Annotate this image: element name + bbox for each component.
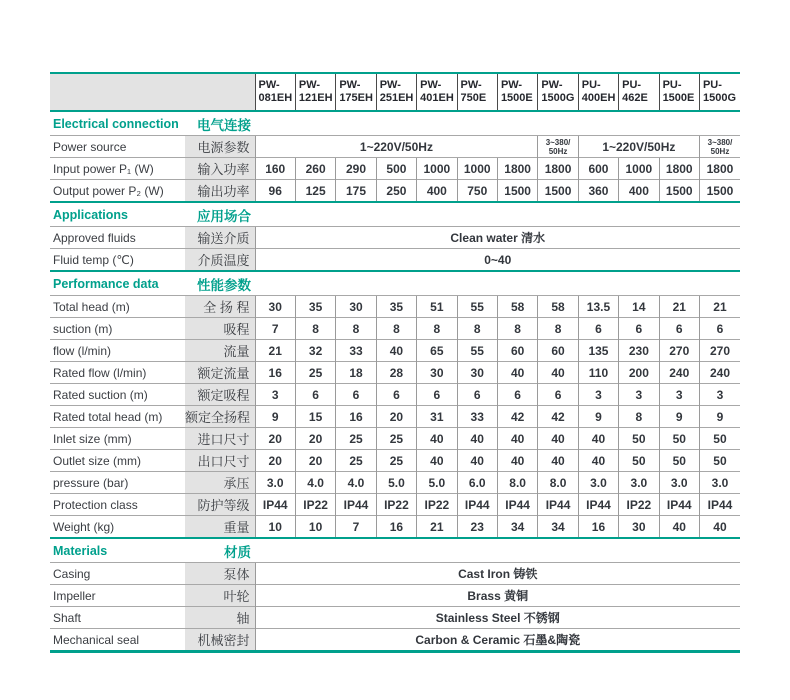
data-cell: 9 [578, 406, 618, 428]
data-row [50, 340, 740, 362]
data-cell: 20 [295, 450, 335, 472]
row-label-en: Input power P₁ (W) [50, 158, 185, 180]
data-row [50, 450, 740, 472]
data-cell: 3.0 [255, 472, 295, 494]
model-name-line2: 1500E [500, 92, 533, 104]
row-label-en: Protection class [50, 494, 185, 516]
data-cell: 40 [497, 450, 537, 472]
full-row [50, 227, 740, 249]
full-span-cell: Brass 黄铜 [255, 585, 740, 607]
data-cell: 400 [417, 180, 457, 203]
data-cell: IP22 [295, 494, 335, 516]
section-label-zh: 性能参数 [185, 271, 255, 296]
spans-row [50, 136, 740, 158]
model-name-line1: PW- [541, 79, 563, 91]
data-cell: 50 [699, 428, 740, 450]
data-cell: 25 [336, 428, 376, 450]
data-cell: 40 [538, 428, 578, 450]
data-cell: 135 [578, 340, 618, 362]
section-label-en: Applications [50, 202, 185, 227]
model-header-cell [619, 73, 659, 111]
model-name-line2: 081EH [258, 92, 293, 104]
data-cell: 40 [699, 516, 740, 539]
data-cell: 290 [336, 158, 376, 180]
row-label-zh: 防护等级 [185, 494, 255, 516]
data-cell: 32 [295, 340, 335, 362]
model-header-row [50, 73, 740, 111]
data-cell: 40 [659, 516, 699, 539]
data-row [50, 296, 740, 318]
model-name-line2: 400EH [581, 92, 616, 104]
data-cell: 400 [619, 180, 659, 203]
data-cell: 3.0 [578, 472, 618, 494]
full-row [50, 585, 740, 607]
data-cell: IP44 [538, 494, 578, 516]
section-row [50, 202, 740, 227]
row-label-zh: 吸程 [185, 318, 255, 340]
data-row [50, 472, 740, 494]
model-name-line1: PU- [662, 79, 682, 91]
data-cell: 10 [295, 516, 335, 539]
full-span-cell: Stainless Steel 不锈钢 [255, 607, 740, 629]
data-cell: 6 [376, 384, 416, 406]
data-cell: 40 [376, 340, 416, 362]
row-label-zh: 输入功率 [185, 158, 255, 180]
data-cell: 50 [659, 450, 699, 472]
data-cell: 40 [497, 428, 537, 450]
row-label-en: Rated flow (l/min) [50, 362, 185, 384]
full-row [50, 629, 740, 652]
row-label-zh: 叶轮 [185, 585, 255, 607]
row-label-zh: 输出功率 [185, 180, 255, 203]
data-cell: 175 [336, 180, 376, 203]
data-cell: 21 [255, 340, 295, 362]
data-cell: 6 [578, 318, 618, 340]
data-cell: 16 [578, 516, 618, 539]
full-row [50, 563, 740, 585]
power-source-span-cell: 1~220V/50Hz [578, 136, 699, 158]
section-label-zh: 电气连接 [185, 111, 255, 136]
data-cell: 7 [255, 318, 295, 340]
data-row [50, 428, 740, 450]
data-cell: 3 [578, 384, 618, 406]
spec-table-body [50, 73, 740, 652]
data-cell: 42 [538, 406, 578, 428]
model-header-cell [295, 73, 335, 111]
data-cell: 8.0 [497, 472, 537, 494]
data-cell: 20 [295, 428, 335, 450]
data-cell: 500 [376, 158, 416, 180]
row-label-zh: 全 扬 程 [185, 296, 255, 318]
model-name-line1: PU- [622, 79, 642, 91]
model-name-line1: PU- [702, 79, 722, 91]
data-cell: 20 [255, 428, 295, 450]
model-header-cell [417, 73, 457, 111]
data-cell: 30 [619, 516, 659, 539]
data-cell: 13.5 [578, 296, 618, 318]
data-cell: 40 [497, 362, 537, 384]
section-label-en: Electrical connection [50, 111, 185, 136]
row-label-en: pressure (bar) [50, 472, 185, 494]
data-cell: 55 [457, 296, 497, 318]
model-name-line2: 121EH [298, 92, 333, 104]
data-cell: 1500 [699, 180, 740, 203]
model-name-line1: PW- [298, 79, 321, 91]
data-cell: 40 [417, 428, 457, 450]
span-line2: 50Hz [710, 146, 730, 156]
data-cell: 16 [376, 516, 416, 539]
data-cell: 3.0 [619, 472, 659, 494]
data-cell: 6 [457, 384, 497, 406]
row-label-zh: 额定全扬程 [185, 406, 255, 428]
data-cell: 42 [497, 406, 537, 428]
section-row [50, 538, 740, 563]
data-cell: 6 [659, 318, 699, 340]
data-cell: 55 [457, 340, 497, 362]
row-label-en: Output power P₂ (W) [50, 180, 185, 203]
span-line1: 3~380/ [707, 137, 733, 147]
data-cell: 10 [255, 516, 295, 539]
data-row [50, 158, 740, 180]
data-cell: 4.0 [295, 472, 335, 494]
section-filler [255, 538, 740, 563]
data-cell: 40 [538, 450, 578, 472]
model-header-cell [255, 73, 295, 111]
data-cell: 34 [497, 516, 537, 539]
data-cell: IP44 [336, 494, 376, 516]
data-cell: 3.0 [659, 472, 699, 494]
row-label-en: Total head (m) [50, 296, 185, 318]
data-cell: 60 [538, 340, 578, 362]
data-cell: 1000 [417, 158, 457, 180]
model-name-line1: PU- [581, 79, 601, 91]
full-span-cell: Cast Iron 铸铁 [255, 563, 740, 585]
data-cell: 21 [417, 516, 457, 539]
data-cell: 6 [538, 384, 578, 406]
data-cell: 30 [417, 362, 457, 384]
span-line2: 50Hz [548, 146, 568, 156]
data-cell: 21 [699, 296, 740, 318]
row-label-zh: 承压 [185, 472, 255, 494]
data-cell: IP44 [497, 494, 537, 516]
data-cell: 8 [538, 318, 578, 340]
row-label-zh: 轴 [185, 607, 255, 629]
data-cell: 50 [699, 450, 740, 472]
full-span-cell: Carbon & Ceramic 石墨&陶瓷 [255, 629, 740, 652]
row-label-en: Impeller [50, 585, 185, 607]
data-cell: 35 [376, 296, 416, 318]
data-cell: 6 [619, 318, 659, 340]
data-cell: IP44 [578, 494, 618, 516]
data-cell: 33 [336, 340, 376, 362]
data-cell: 58 [497, 296, 537, 318]
section-row [50, 111, 740, 136]
data-cell: 8 [457, 318, 497, 340]
data-cell: 40 [578, 450, 618, 472]
model-name-line1: PW- [460, 79, 482, 91]
data-cell: IP22 [417, 494, 457, 516]
row-label-en: Approved fluids [50, 227, 185, 249]
data-cell: 21 [659, 296, 699, 318]
data-cell: 6 [295, 384, 335, 406]
model-name-line2: 401EH [420, 92, 454, 104]
row-label-en: Power source [50, 136, 185, 158]
data-cell: IP44 [699, 494, 740, 516]
data-cell: 40 [457, 428, 497, 450]
data-cell: 30 [336, 296, 376, 318]
data-cell: 8 [619, 406, 659, 428]
data-cell: 25 [336, 450, 376, 472]
data-cell: IP44 [255, 494, 295, 516]
data-cell: 3 [255, 384, 295, 406]
data-cell: 50 [619, 428, 659, 450]
model-name-line2: 462E [622, 92, 648, 104]
data-cell: 31 [417, 406, 457, 428]
data-cell: 96 [255, 180, 295, 203]
row-label-en: flow (l/min) [50, 340, 185, 362]
data-cell: 1500 [497, 180, 537, 203]
model-header-cell [578, 73, 618, 111]
data-cell: 7 [336, 516, 376, 539]
row-label-zh: 额定吸程 [185, 384, 255, 406]
model-header-cell [699, 73, 740, 111]
model-header-cell [457, 73, 497, 111]
data-cell: 40 [417, 450, 457, 472]
model-header-cell [497, 73, 537, 111]
data-row [50, 384, 740, 406]
data-cell: IP22 [376, 494, 416, 516]
data-cell: 8 [376, 318, 416, 340]
data-row [50, 494, 740, 516]
data-cell: 250 [376, 180, 416, 203]
full-span-cell: Clean water 清水 [255, 227, 740, 249]
data-cell: 30 [457, 362, 497, 384]
row-label-en: suction (m) [50, 318, 185, 340]
data-cell: 9 [255, 406, 295, 428]
data-row [50, 516, 740, 539]
model-name-line2: 1500G [541, 92, 575, 104]
data-cell: 35 [295, 296, 335, 318]
data-cell: 8.0 [538, 472, 578, 494]
data-cell: IP22 [619, 494, 659, 516]
data-cell: 25 [295, 362, 335, 384]
data-cell: 40 [457, 450, 497, 472]
data-cell: 600 [578, 158, 618, 180]
row-label-zh: 泵体 [185, 563, 255, 585]
section-label-zh: 材质 [185, 538, 255, 563]
row-label-en: Casing [50, 563, 185, 585]
data-cell: 60 [497, 340, 537, 362]
data-cell: 240 [659, 362, 699, 384]
model-name-line1: PW- [379, 79, 401, 91]
section-filler [255, 111, 740, 136]
model-name-line2: 175EH [339, 92, 373, 104]
section-filler [255, 271, 740, 296]
data-cell: 110 [578, 362, 618, 384]
data-cell: 5.0 [376, 472, 416, 494]
row-label-zh: 流量 [185, 340, 255, 362]
full-row [50, 607, 740, 629]
row-label-zh: 额定流量 [185, 362, 255, 384]
row-label-zh: 机械密封 [185, 629, 255, 652]
data-cell: 6 [417, 384, 457, 406]
model-name-line1: PW- [258, 79, 280, 91]
data-cell: IP44 [659, 494, 699, 516]
data-cell: 6 [497, 384, 537, 406]
data-cell: 8 [336, 318, 376, 340]
data-cell: 23 [457, 516, 497, 539]
data-cell: 1800 [538, 158, 578, 180]
pump-spec-table [50, 72, 740, 653]
power-source-span-cell: 1~220V/50Hz [255, 136, 538, 158]
row-label-zh: 重量 [185, 516, 255, 539]
data-cell: 50 [659, 428, 699, 450]
data-cell: 1500 [538, 180, 578, 203]
data-cell: 1800 [497, 158, 537, 180]
model-header-cell [538, 73, 578, 111]
data-cell: 270 [659, 340, 699, 362]
data-cell: 260 [295, 158, 335, 180]
data-cell: 50 [619, 450, 659, 472]
row-label-zh: 介质温度 [185, 249, 255, 272]
data-cell: 9 [659, 406, 699, 428]
row-label-zh: 进口尺寸 [185, 428, 255, 450]
data-cell: 5.0 [417, 472, 457, 494]
data-row [50, 362, 740, 384]
section-label-en: Performance data [50, 271, 185, 296]
section-label-zh: 应用场合 [185, 202, 255, 227]
data-cell: 9 [699, 406, 740, 428]
data-cell: 1500 [659, 180, 699, 203]
data-cell: 34 [538, 516, 578, 539]
data-cell: 4.0 [336, 472, 376, 494]
model-header-cell [659, 73, 699, 111]
section-filler [255, 202, 740, 227]
data-cell: 8 [497, 318, 537, 340]
data-cell: 40 [538, 362, 578, 384]
data-row [50, 318, 740, 340]
row-label-en: Shaft [50, 607, 185, 629]
data-cell: 18 [336, 362, 376, 384]
data-cell: 25 [376, 428, 416, 450]
data-cell: 3 [699, 384, 740, 406]
data-cell: 6 [336, 384, 376, 406]
row-label-en: Mechanical seal [50, 629, 185, 652]
full-row [50, 249, 740, 272]
data-cell: 40 [578, 428, 618, 450]
data-cell: 1000 [619, 158, 659, 180]
row-label-en: Rated total head (m) [50, 406, 185, 428]
full-span-cell: 0~40 [255, 249, 740, 272]
data-cell: 33 [457, 406, 497, 428]
data-cell: 58 [538, 296, 578, 318]
data-cell: 15 [295, 406, 335, 428]
data-cell: 8 [417, 318, 457, 340]
model-name-line1: PW- [339, 79, 361, 91]
span-line1: 3~380/ [545, 137, 571, 147]
power-source-span-cell [699, 136, 740, 158]
model-name-line2: 1500G [702, 92, 736, 104]
model-name-line1: PW- [500, 79, 523, 91]
data-cell: 16 [336, 406, 376, 428]
row-label-en: Fluid temp (℃) [50, 249, 185, 272]
section-row [50, 271, 740, 296]
data-cell: 750 [457, 180, 497, 203]
data-cell: 3 [619, 384, 659, 406]
power-source-span-cell [538, 136, 578, 158]
data-cell: 1800 [659, 158, 699, 180]
data-row [50, 406, 740, 428]
data-cell: 270 [699, 340, 740, 362]
data-cell: 8 [295, 318, 335, 340]
data-cell: 16 [255, 362, 295, 384]
model-header-cell [336, 73, 376, 111]
row-label-en: Weight (kg) [50, 516, 185, 539]
model-header-cell [376, 73, 416, 111]
row-label-en: Outlet size (mm) [50, 450, 185, 472]
data-cell: 28 [376, 362, 416, 384]
data-cell: 20 [376, 406, 416, 428]
data-cell: 3 [659, 384, 699, 406]
data-cell: 3.0 [699, 472, 740, 494]
row-label-en: Inlet size (mm) [50, 428, 185, 450]
model-header-spacer [50, 73, 255, 111]
model-name-line2: 1500E [662, 92, 695, 104]
data-cell: 200 [619, 362, 659, 384]
model-name-line1: PW- [420, 79, 442, 91]
data-cell: IP44 [457, 494, 497, 516]
data-cell: 30 [255, 296, 295, 318]
data-cell: 20 [255, 450, 295, 472]
data-cell: 1000 [457, 158, 497, 180]
row-label-en: Rated suction (m) [50, 384, 185, 406]
row-label-zh: 输送介质 [185, 227, 255, 249]
data-cell: 65 [417, 340, 457, 362]
model-name-line2: 750E [460, 92, 487, 104]
model-name-line2: 251EH [379, 92, 414, 104]
data-cell: 14 [619, 296, 659, 318]
data-cell: 160 [255, 158, 295, 180]
data-cell: 25 [376, 450, 416, 472]
data-cell: 240 [699, 362, 740, 384]
data-cell: 6 [699, 318, 740, 340]
data-cell: 1800 [699, 158, 740, 180]
data-cell: 125 [295, 180, 335, 203]
row-label-zh: 电源参数 [185, 136, 255, 158]
data-cell: 360 [578, 180, 618, 203]
data-cell: 6.0 [457, 472, 497, 494]
section-label-en: Materials [50, 538, 185, 563]
data-cell: 51 [417, 296, 457, 318]
row-label-zh: 出口尺寸 [185, 450, 255, 472]
pump-spec-sheet [50, 72, 740, 653]
data-cell: 230 [619, 340, 659, 362]
data-row [50, 180, 740, 203]
